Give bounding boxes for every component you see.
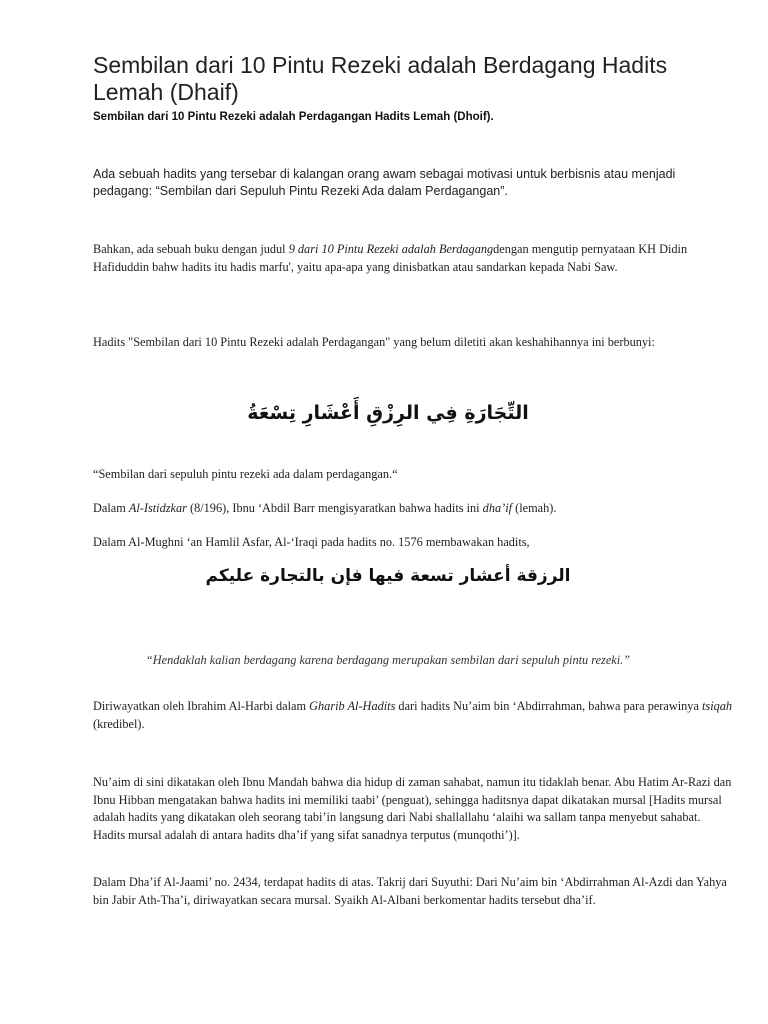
intro-paragraph — [93, 166, 733, 200]
istidzkar-paragraph — [93, 500, 733, 518]
book-paragraph — [93, 241, 733, 276]
article-subtitle: Sembilan dari 10 Pintu Rezeki adalah Perdagangan Hadits Lemah (Dhoif). — [93, 111, 494, 123]
arabic-hadith-text-2: الرزقة أعشار تسعة فيها فإن بالتجارة عليكم — [205, 566, 571, 586]
article-title: Sembilan dari 10 Pintu Rezeki adalah Berdagang Hadits Lemah (Dhaif) — [93, 52, 668, 105]
harbi-paragraph — [93, 698, 733, 733]
istidzkar-text-c: (lemah). — [512, 501, 557, 515]
arabic-hadith-text: التِّجَارَةِ فِي الرِزْقِ أَعْشَارِ تِسْعَةُ — [247, 402, 529, 424]
book-text-b: dengan mengutip pernyataan KH Didin Hafiduddin bahw hadits itu hadis marfu', yaitu apa-apa yang dinisbatkan atau sandarkan kepada Nabi Saw. — [93, 242, 688, 274]
book-title: 9 dari 10 Pintu Rezeki adalah Berdagang — [288, 242, 494, 256]
intro-quote: “Sembilan dari Sepuluh Pintu Rezeki Ada dalam Perdagangan”. — [155, 184, 508, 198]
hadith-intro-paragraph: Hadits "Sembilan dari 10 Pintu Rezeki adalah Perdagangan" yang belum diletiti akan keshahihannya ini berbunyi: — [93, 335, 655, 349]
intro-text: Ada sebuah hadits yang tersebar di kalangan orang awam sebagai motivasi untuk berbisnis atau menjadi pedagang: — [93, 167, 676, 198]
dhaif-term: dha’if — [482, 501, 513, 515]
nuaim-paragraph: Nu’aim di sini dikatakan oleh Ibnu Mandah bahwa dia hidup di zaman sahabat, namun itu tidaklah benar. Abu Hatim Ar-Razi dan Ibnu Hibban mengatakan bahwa hadits ini memiliki taabi’ (penguat), sehingga haditsnya dapat dikatakan mursal [Hadits mursal adalah hadits yang dikatakan oleh seorang tabi’in langsung dari Nabi shallallahu ‘alaihi wa sallam tanpa menyebut sahabat. Hadits mursal adalah di antara hadits dha’if yang sifat sanadnya terputus (munqothi’)]. — [93, 775, 732, 842]
harbi-text-a: Diriwayatkan oleh Ibrahim Al-Harbi dalam — [93, 699, 310, 713]
gharib-book: Gharib Al-Hadits — [309, 699, 396, 713]
book-text-a: Bahkan, ada sebuah buku dengan judul — [93, 242, 289, 256]
hadith-translation: “Sembilan dari sepuluh pintu rezeki ada dalam perdagangan.“ — [93, 467, 398, 481]
hadith-quote: “Hendaklah kalian berdagang karena berdagang merupakan sembilan dari sepuluh pintu rezeki.” — [145, 653, 631, 667]
harbi-text-c: (kredibel). — [93, 716, 145, 731]
harbi-text-b: dari hadits Nu’aim bin ‘Abdirrahman, bahwa para perawinya — [395, 699, 702, 713]
istidzkar-book: Al-Istidzkar — [128, 501, 187, 515]
istidzkar-text-a: Dalam — [93, 501, 129, 515]
istidzkar-text-b: (8/196), Ibnu ‘Abdil Barr mengisyaratkan bahwa hadits ini — [186, 501, 483, 515]
mughni-paragraph: Dalam Al-Mughni ‘an Hamlil Asfar, Al-‘Iraqi pada hadits no. 1576 membawakan hadits, — [93, 535, 530, 549]
tsiqah-term: tsiqah — [702, 699, 733, 713]
jaami-paragraph: Dalam Dha’if Al-Jaami’ no. 2434, terdapat hadits di atas. Takrij dari Suyuthi: Dari Nu’aim bin ‘Abdirrahman Al-Azdi dan Yahya bin Jabir Ath-Tha’i, diriwayatkan secara mursal. Syaikh Al-Albani berkomentar hadits tersebut dha’if. — [93, 875, 727, 907]
